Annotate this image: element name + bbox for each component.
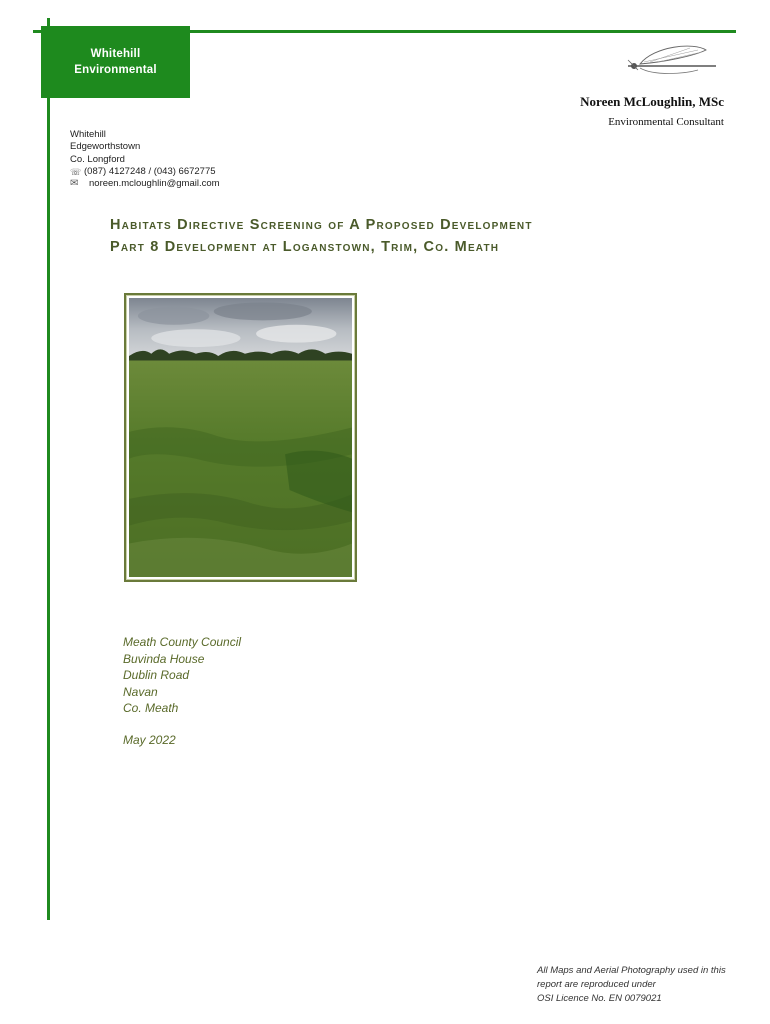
phone-row xyxy=(70,166,220,178)
footnote-line-1: All Maps and Aerial Photography used in this xyxy=(537,965,726,976)
phone-number: (087) 4127248 / (043) 6672775 xyxy=(84,165,216,177)
licence-footnote xyxy=(537,964,726,1006)
address-line-1: Whitehill xyxy=(70,129,106,140)
author-role: Environmental Consultant xyxy=(608,116,724,128)
client-line-4: Navan xyxy=(123,684,158,699)
author-name: Noreen McLoughlin, MSc xyxy=(580,94,724,109)
company-logo xyxy=(41,26,190,98)
contact-address xyxy=(70,129,220,190)
site-photo xyxy=(124,293,357,582)
title-line-1: Habitats Directive Screening of A Proposed Development xyxy=(110,217,533,233)
client-line-2: Buvinda House xyxy=(123,651,205,666)
email-address: noreen.mcloughlin@gmail.com xyxy=(89,178,220,190)
envelope-icon: ✉ xyxy=(70,178,79,190)
client-line-1: Meath County Council xyxy=(123,635,242,649)
address-line-3: Co. Longford xyxy=(70,153,125,165)
margin-rule xyxy=(47,18,50,920)
document-title xyxy=(110,214,730,258)
footnote-line-2: report are reproduced under xyxy=(537,979,656,990)
report-date: May 2022 xyxy=(123,733,176,747)
email-row xyxy=(70,178,220,190)
logo-line-2: Environmental xyxy=(74,64,157,76)
dragonfly-icon xyxy=(624,42,720,76)
client-line-3: Dublin Road xyxy=(123,668,190,682)
logo-line-1: Whitehill xyxy=(90,48,141,60)
phone-icon: ☏ xyxy=(70,166,82,177)
address-line-2: Edgeworthstown xyxy=(70,141,141,153)
footnote-line-3: OSI Licence No. EN 0079021 xyxy=(537,993,662,1004)
field-photo xyxy=(129,298,352,577)
title-line-2: Part 8 Development at Loganstown, Trim, Co. Meath xyxy=(110,239,500,255)
client-line-5: Co. Meath xyxy=(123,701,179,715)
client-address xyxy=(123,634,241,717)
